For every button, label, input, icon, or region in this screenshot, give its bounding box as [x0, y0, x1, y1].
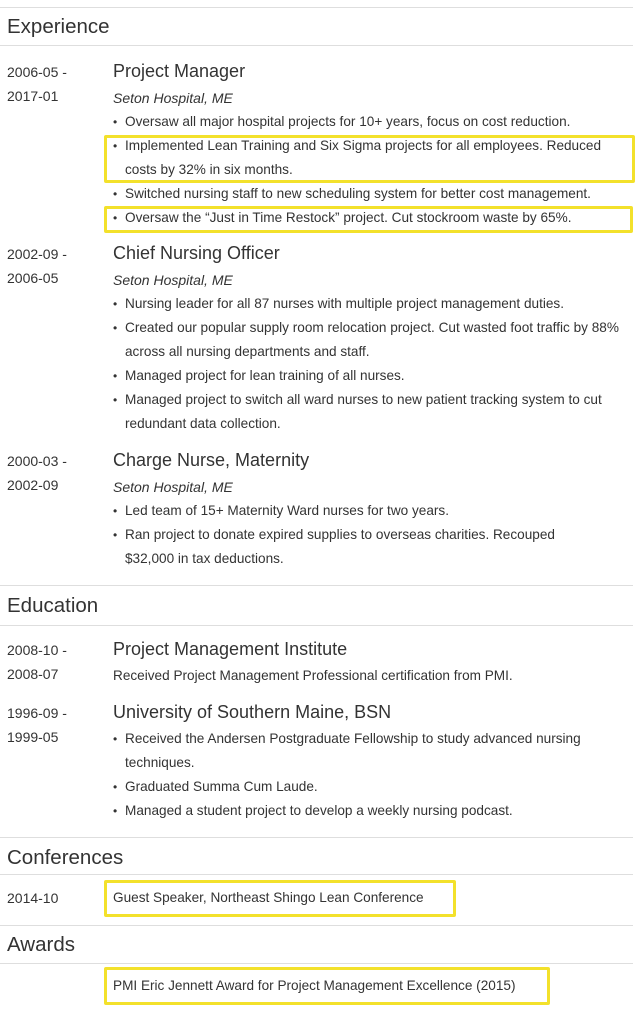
divider — [0, 7, 633, 8]
education-bullet: • Graduated Summa Cum Laude. — [113, 775, 638, 799]
award-text: PMI Eric Jennett Award for Project Management Excellence (2015) — [113, 978, 516, 993]
job-bullet: • Nursing leader for all 87 nurses with multiple project management duties. — [113, 292, 638, 316]
job-bullet-list — [113, 292, 638, 436]
job-organization: Seton Hospital, ME — [113, 479, 233, 495]
education-date-start: 1996-09 - — [7, 705, 67, 721]
job-organization: Seton Hospital, ME — [113, 90, 233, 106]
divider — [0, 585, 633, 586]
job-bullet: • Managed project to switch all ward nurses to new patient tracking system to cut redundant data collection. — [113, 388, 638, 436]
education-bullet: • Managed a student project to develop a weekly nursing podcast. — [113, 799, 638, 823]
education-heading: Education — [7, 594, 99, 617]
job-bullet: • Oversaw all major hospital projects for 10+ years, focus on cost reduction. — [113, 110, 638, 134]
conference-text: Guest Speaker, Northeast Shingo Lean Conference — [113, 890, 424, 905]
job-bullet: • Switched nursing staff to new scheduling system for better cost management. — [113, 182, 638, 206]
awards-heading: Awards — [7, 933, 75, 956]
divider — [0, 963, 633, 964]
education-description: Received Project Management Professional certification from PMI. — [113, 668, 513, 683]
job-bullet-list — [113, 499, 638, 571]
divider — [0, 45, 633, 46]
education-title: University of Southern Maine, BSN — [113, 702, 392, 722]
job-bullet: • Oversaw the “Just in Time Restock” project. Cut stockroom waste by 65%. — [113, 206, 638, 230]
job-date-end: 2006-05 — [7, 270, 59, 286]
job-title: Chief Nursing Officer — [113, 243, 280, 263]
education-title: Project Management Institute — [113, 639, 348, 659]
job-date-end: 2002-09 — [7, 477, 59, 493]
divider — [0, 625, 633, 626]
education-bullet-list — [113, 727, 638, 823]
education-date-end: 1999-05 — [7, 729, 59, 745]
divider — [0, 925, 633, 926]
job-date-start: 2006-05 - — [7, 64, 67, 80]
job-bullet: • Created our popular supply room relocation project. Cut wasted foot traffic by 88% across all nursing departments and staff. — [113, 316, 638, 364]
education-date-start: 2008-10 - — [7, 642, 67, 658]
highlight-box — [104, 135, 635, 183]
education-date-end: 2008-07 — [7, 666, 59, 682]
job-bullet: • Led team of 15+ Maternity Ward nurses for two years. — [113, 499, 638, 523]
job-bullet: • Managed project for lean training of all nurses. — [113, 364, 638, 388]
job-date-start: 2002-09 - — [7, 246, 67, 262]
highlight-box — [104, 206, 633, 233]
job-title: Project Manager — [113, 61, 246, 81]
job-organization: Seton Hospital, ME — [113, 272, 233, 288]
experience-heading: Experience — [7, 15, 110, 38]
job-date-start: 2000-03 - — [7, 453, 67, 469]
education-bullet: • Received the Andersen Postgraduate Fellowship to study advanced nursing techniques. — [113, 727, 625, 775]
job-title: Charge Nurse, Maternity — [113, 450, 310, 470]
job-date-end: 2017-01 — [7, 88, 59, 104]
divider — [0, 837, 633, 838]
divider — [0, 874, 633, 875]
job-bullet: • Implemented Lean Training and Six Sigma projects for all employees. Reduced costs by 32% in six months. — [113, 134, 630, 182]
conference-date: 2014-10 — [7, 890, 59, 906]
job-bullet: • Ran project to donate expired supplies to overseas charities. Recouped $32,000 in tax deductions. — [113, 523, 595, 571]
conferences-heading: Conferences — [7, 846, 124, 869]
